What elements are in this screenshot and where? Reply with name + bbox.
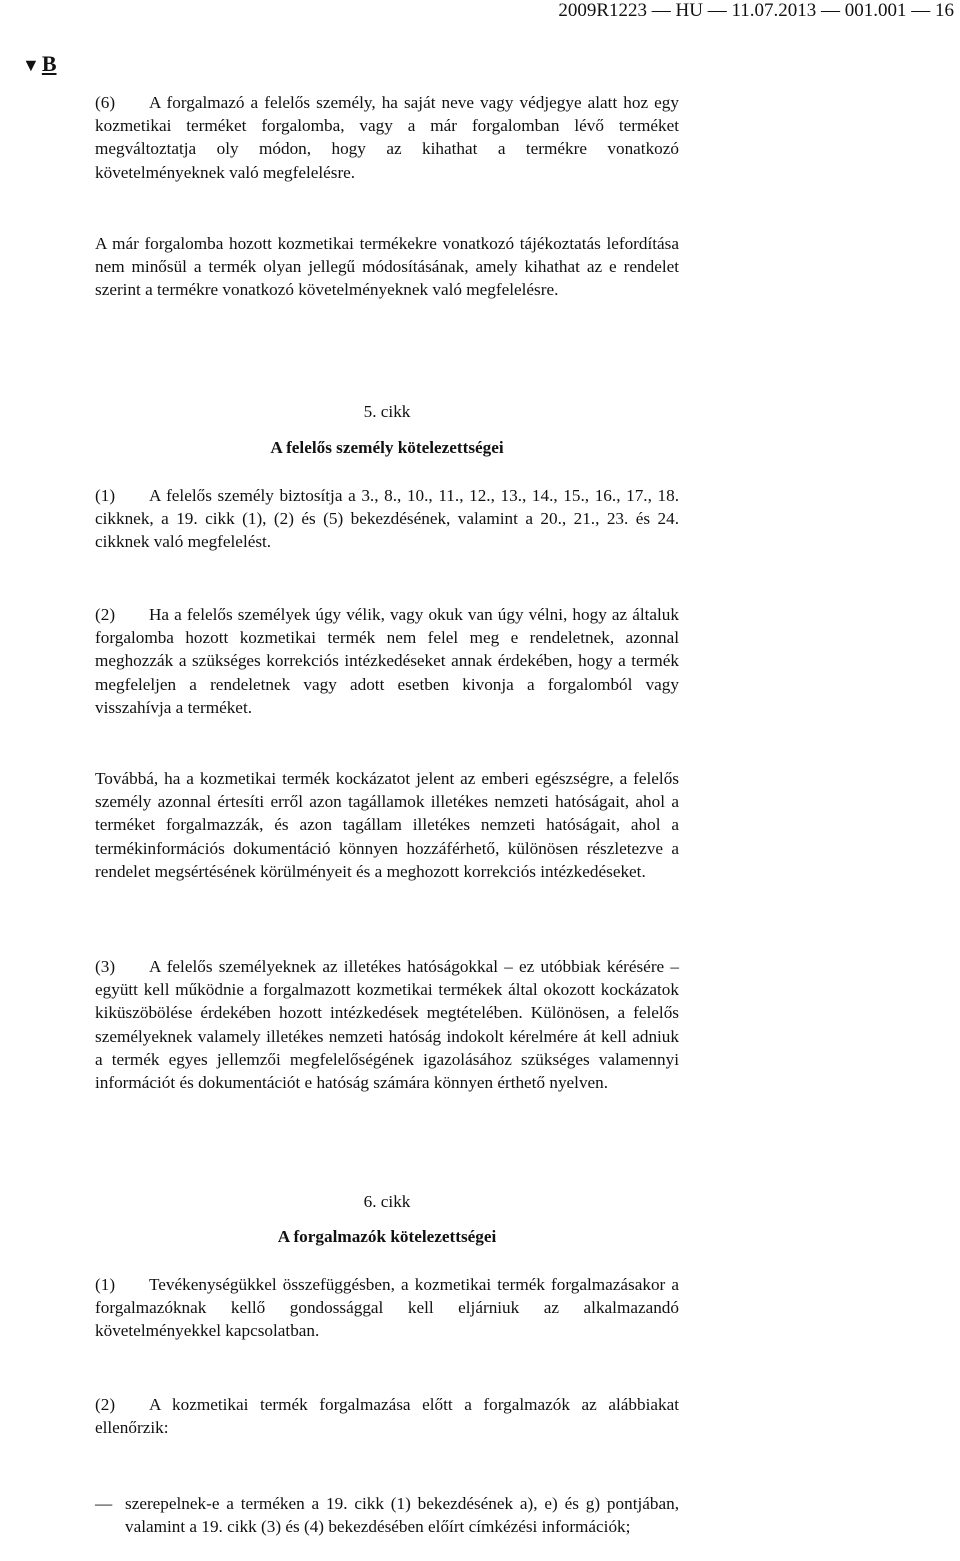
article-6-number: 6. cikk bbox=[363, 1192, 411, 1211]
article-6-paragraph-2 bbox=[95, 1393, 679, 1439]
dash-bullet: — bbox=[95, 1494, 113, 1513]
paragraph-text: A felelős személyeknek az illetékes hatóságokkal – ez utóbbiak kérésére – együtt kell működnie a forgalmazott kozmetikai termékek által okozott kockázatok kiküszöbölése érdekében hozott intézkedések megtételében. Különösen, a felelős személyeknek valamely illetékes nemzeti hatóság indokolt kérelmére át kell adniuk a termék egyes jellemzői megfelelőségének igazolásához szükséges valamennyi információt és dokumentációt e hatóság számára könnyen érthető nyelven. bbox=[95, 957, 679, 1093]
document-reference-header: 2009R1223 — HU — 11.07.2013 — 001.001 — 16 bbox=[558, 0, 954, 21]
paragraph-text: Ha a felelős személyek úgy vélik, vagy okuk van úgy vélni, hogy az általuk forgalomba hozott kozmetikai termék nem felel meg e rendeletnek, azonnal meghozzák a szükséges korrekciós intézkedéseket annak érdekében, hogy a termék megfeleljen a rendeletnek vagy adott esetben kivonja a forgalomból vagy visszahívja a terméket. bbox=[95, 605, 679, 717]
paragraph-text: A felelős személy biztosítja a 3., 8., 10., 11., 12., 13., 14., 15., 16., 17., 18. cikknek, a 19. cikk (1), (2) és (5) bekezdésének, valamint a 20., 21., 23. és 24. cikknek való megfelelést. bbox=[95, 486, 679, 552]
article-6-title: A forgalmazók kötelezettségei bbox=[277, 1227, 497, 1246]
paragraph-number: (2) bbox=[95, 605, 116, 624]
amendment-marker-label: B bbox=[41, 51, 57, 76]
article-6-paragraph-1 bbox=[95, 1273, 679, 1343]
paragraph-6 bbox=[95, 91, 679, 184]
article-5-paragraph-3 bbox=[95, 955, 679, 1094]
article-5-number: 5. cikk bbox=[363, 402, 411, 421]
article-5-paragraph-2-continued bbox=[95, 767, 679, 883]
paragraph-translation-note bbox=[95, 232, 679, 302]
triangle-down-icon: ▼ bbox=[22, 55, 40, 75]
paragraph-number: (3) bbox=[95, 957, 116, 976]
paragraph-number: (2) bbox=[95, 1395, 116, 1414]
article-5-paragraph-2 bbox=[95, 603, 679, 719]
paragraph-text: Tevékenységükkel összefüggésben, a kozmetikai termék forgalmazásakor a forgalmazóknak kellő gondossággal kell eljárniuk az alkalmazandó követelményekkel kapcsolatban. bbox=[95, 1275, 679, 1341]
paragraph-number: (1) bbox=[95, 486, 116, 505]
paragraph-text: A kozmetikai termék forgalmazása előtt a forgalmazók az alábbiakat ellenőrzik: bbox=[95, 1395, 679, 1438]
paragraph-text: A forgalmazó a felelős személy, ha saját neve vagy védjegye alatt hoz egy kozmetikai terméket forgalomba, vagy a már forgalomban lévő terméket megváltoztatja oly módon, hogy az kihathat a termékre vonatkozó követelményeknek való megfelelésre. bbox=[95, 93, 679, 182]
article-5-paragraph-1 bbox=[95, 484, 679, 554]
list-item-text: szerepelnek-e a terméken a 19. cikk (1) bekezdésének a), e) és g) pontjában, valamint a 19. cikk (3) és (4) bekezdésében előírt címkézési információk; bbox=[125, 1494, 679, 1537]
article-5-title: A felelős személy kötelezettségei bbox=[270, 438, 504, 457]
list-item bbox=[95, 1492, 679, 1538]
paragraph-number: (1) bbox=[95, 1275, 116, 1294]
paragraph-text: A már forgalomba hozott kozmetikai termékekre vonatkozó tájékoztatás lefordítása nem minősül a termék olyan jellegű módosításának, amely kihathat az e rendelet szerint a termékre vonatkozó követelményeknek való megfelelésre. bbox=[95, 234, 679, 300]
paragraph-number: (6) bbox=[95, 93, 116, 112]
paragraph-text: Továbbá, ha a kozmetikai termék kockázatot jelent az emberi egészségre, a felelős személy azonnal értesíti erről azon tagállamok illetékes nemzeti hatóságait, ahol a terméket forgalmazzák, és azon tagállam illetékes nemzeti hatóságait, ahol a termékinformációs dokumentáció könnyen hozzáférhető, különösen részletezve a rendelet megsértésének körülményeit és a meghozott korrekciós intézkedéseket. bbox=[95, 769, 679, 881]
amendment-marker bbox=[22, 52, 57, 77]
